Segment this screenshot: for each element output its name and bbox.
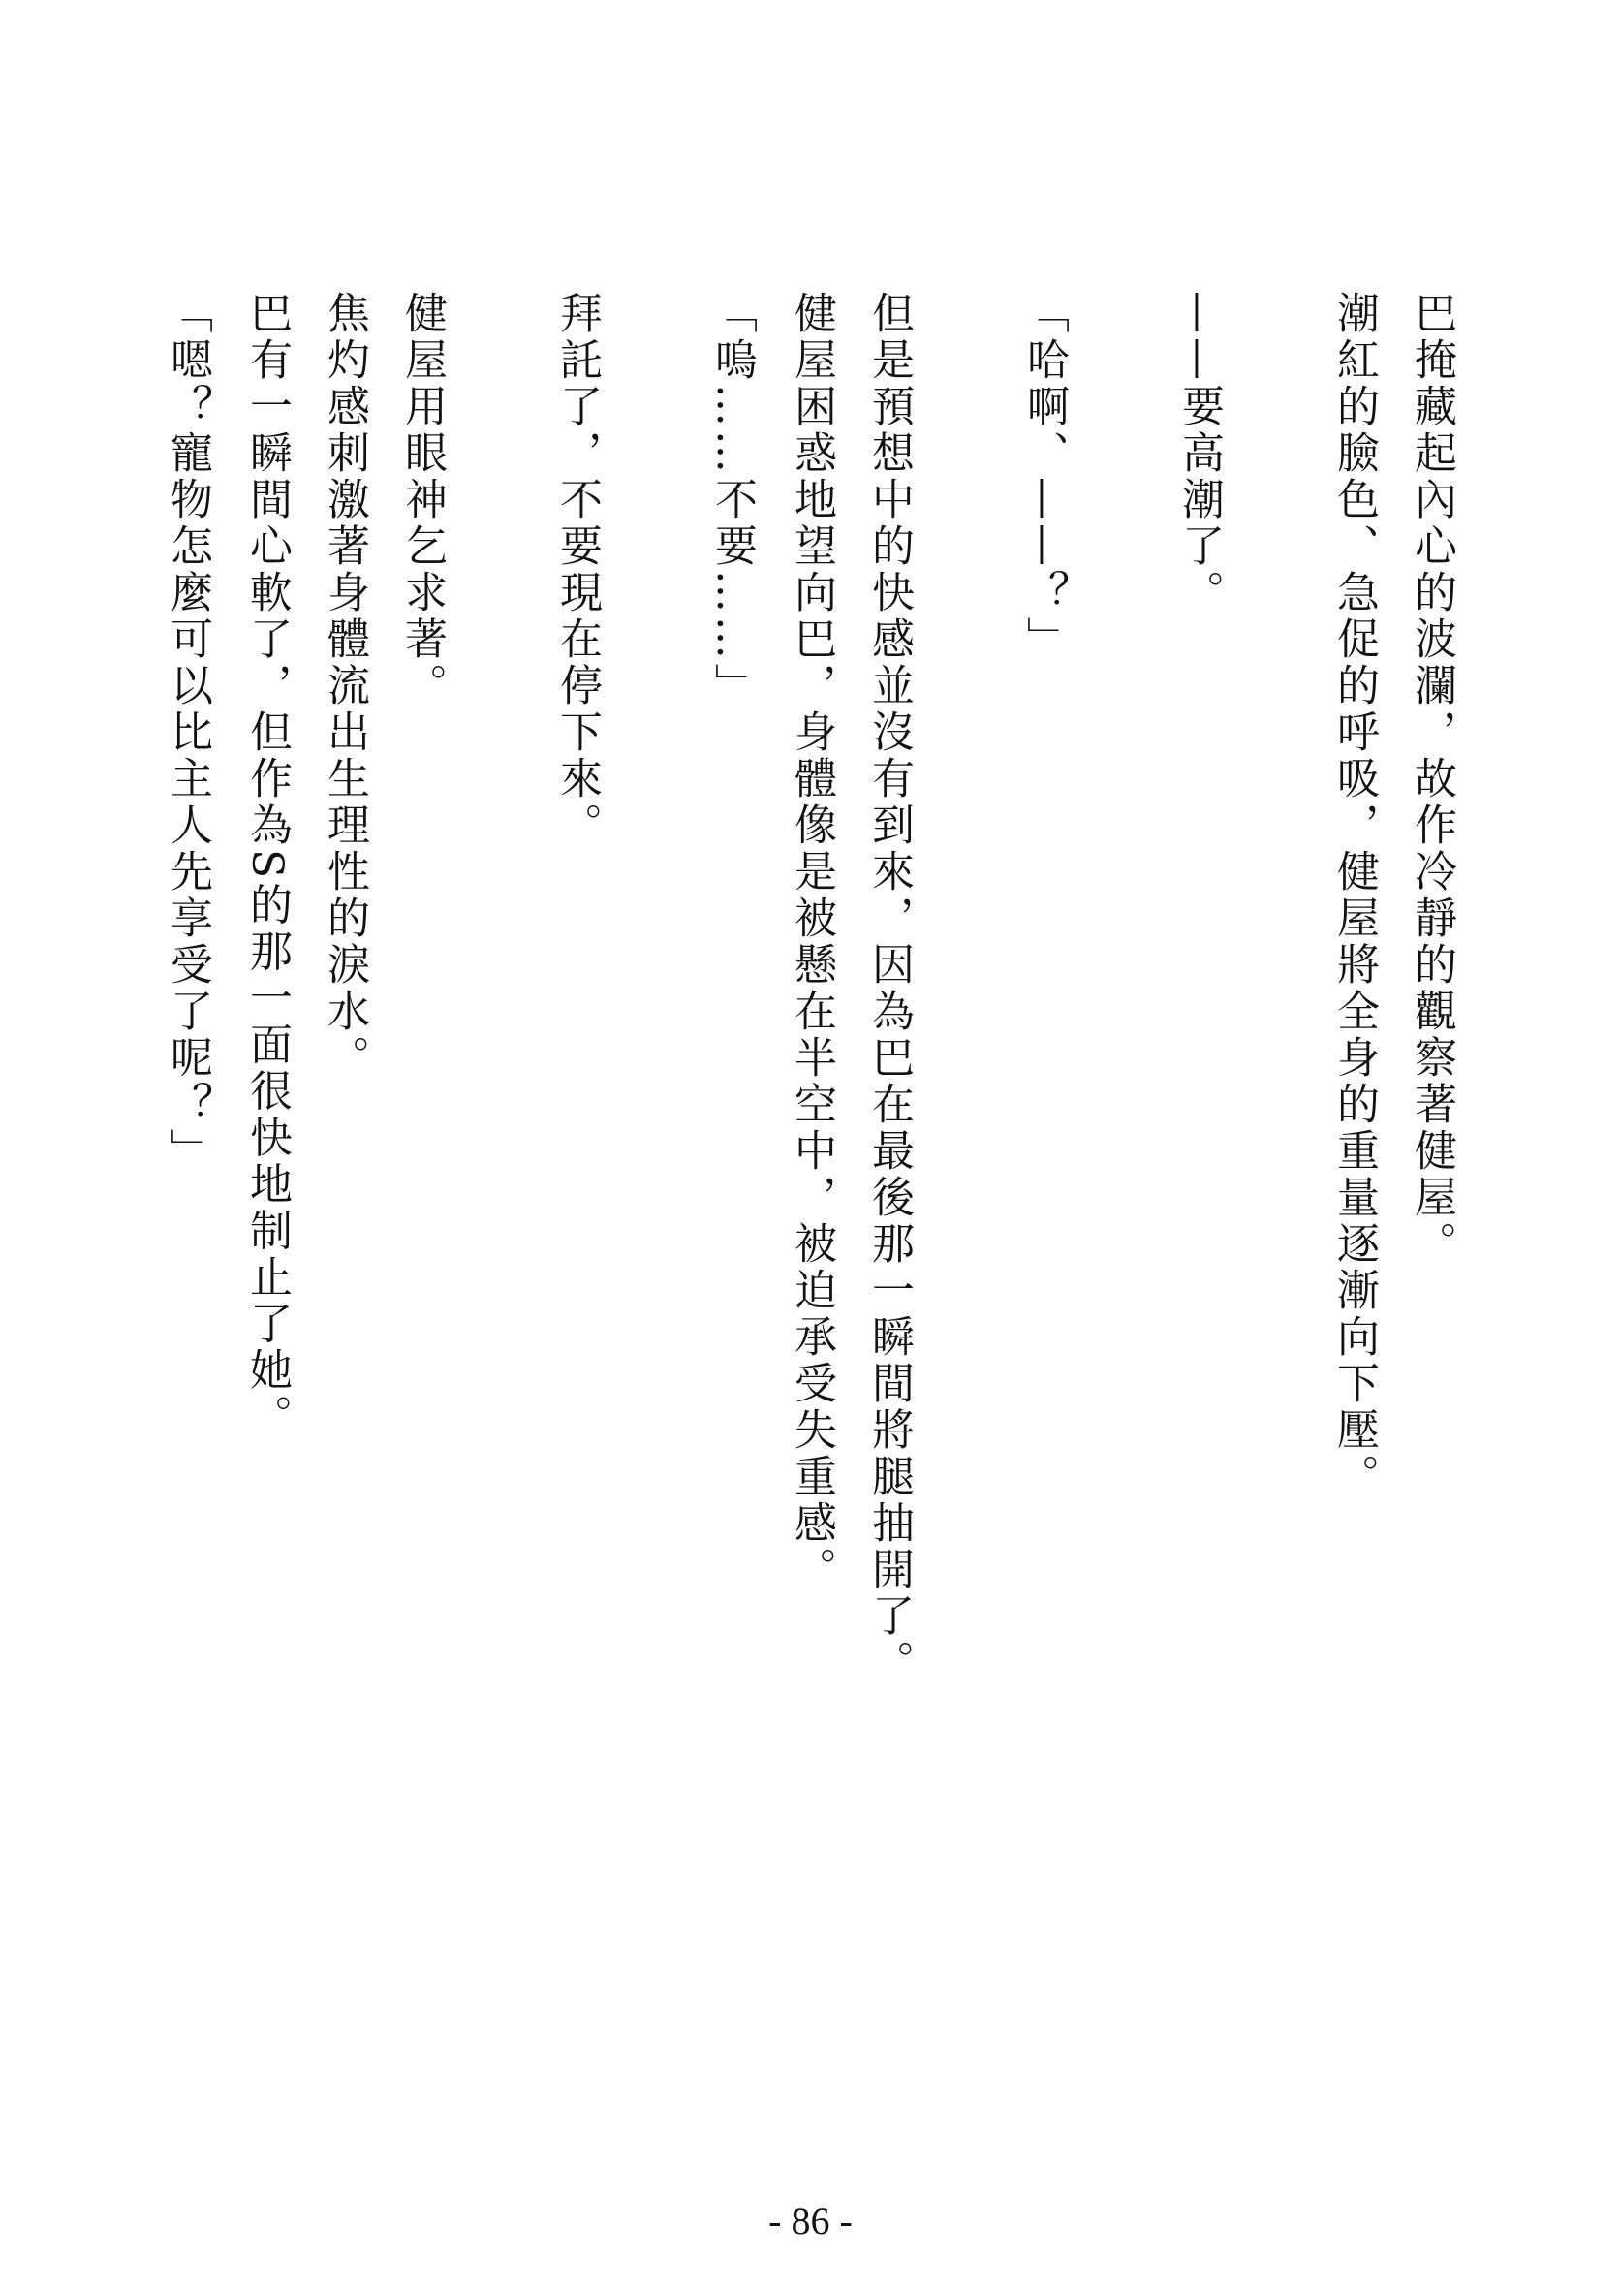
page-number: - 86 - bbox=[768, 2199, 853, 2243]
text-line: 巴有一瞬間心軟了，但作為S的那一面很快地制止了她。 bbox=[242, 291, 292, 1441]
text-line: ——要高潮了。 bbox=[1174, 291, 1224, 616]
text-line: 「嗚……不要……」 bbox=[707, 291, 757, 709]
text-line: 潮紅的臉色、急促的呼吸，健屋將全身的重量逐漸向下壓。 bbox=[1329, 291, 1379, 1500]
text-line: 拜託了，不要現在停下來。 bbox=[552, 291, 602, 849]
text-line: 健屋用眼神乞求著。 bbox=[397, 291, 447, 709]
text-line: 「哈啊、——？」 bbox=[1019, 291, 1069, 663]
text-line: 「嗯？寵物怎麼可以比主人先享受了呢？」 bbox=[163, 291, 212, 1175]
text-line: 巴掩藏起內心的波瀾，故作冷靜的觀察著健屋。 bbox=[1407, 291, 1456, 1268]
text-line: 健屋困惑地望向巴，身體像是被懸在半空中，被迫承受失重感。 bbox=[787, 291, 836, 1593]
text-line: 但是預想中的快感並沒有到來，因為巴在最後那一瞬間將腿抽開了。 bbox=[864, 291, 914, 1686]
text-line: 焦灼感刺激著身體流出生理性的淚水。 bbox=[320, 291, 369, 1082]
